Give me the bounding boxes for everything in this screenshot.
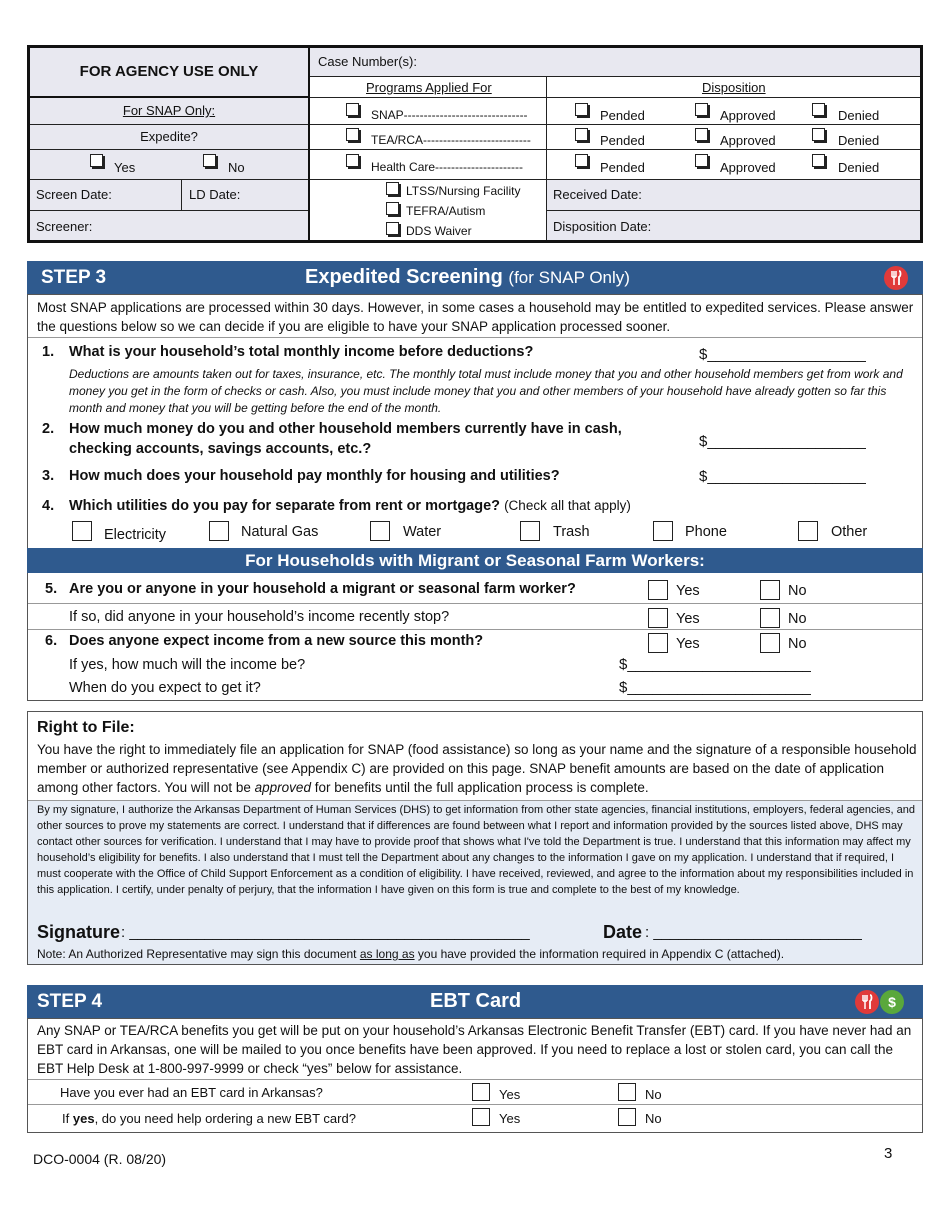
utility-phone-checkbox[interactable] [653, 521, 673, 541]
q5-yes-label: Yes [676, 583, 700, 599]
migrant-header [27, 548, 923, 573]
q6-text: Does anyone expect income from a new source this month? [69, 633, 484, 649]
ebt-q1-no-label: No [645, 1087, 662, 1102]
tefra-label: TEFRA/Autism [406, 204, 486, 218]
q1-note: Deductions are amounts taken out for taxes, insurance, etc. The monthly total must include money that you and other household members get from work and money you get in the form of checks or cash. Also, you must include money that you and other members of your household have already gotten so far this month and money that you will be getting before the end of the month. [69, 367, 903, 415]
fork-knife-icon [884, 266, 908, 290]
q1-number: 1. [42, 344, 55, 360]
utility-trash-checkbox[interactable] [520, 521, 540, 541]
utility-other-label: Other [831, 524, 868, 540]
step4-label: STEP 4 [37, 991, 103, 1012]
ebt-q1-text: Have you ever had an EBT card in Arkansas? [60, 1085, 323, 1100]
authorized-rep-note [37, 947, 784, 961]
q6-number: 6. [45, 633, 58, 649]
snap-pended-checkbox[interactable] [575, 103, 588, 116]
snap-denied-checkbox[interactable] [812, 103, 825, 116]
ltss-checkbox[interactable] [386, 182, 399, 195]
q5-text: Are you or anyone in your household a migrant or seasonal farm worker? [69, 581, 576, 597]
note-text-b: you have provided the information required in Appendix C (attached). [417, 947, 785, 961]
case-number-label: Case Number(s): [318, 54, 417, 69]
ltss-label: LTSS/Nursing Facility [406, 184, 521, 198]
agency-use-box [27, 45, 923, 243]
ld-date-label: LD Date: [189, 187, 241, 202]
q2-text-line1: How much money do you and other household members currently have in cash, [69, 421, 622, 437]
ebt-q2-c: , do you need help ordering a new EBT card? [94, 1111, 356, 1126]
received-date-label: Received Date: [553, 187, 642, 202]
step4-intro: Any SNAP or TEA/RCA benefits you get will be put on your household’s Arkansas Electronic Benefit Transfer (EBT) card. If you have never had an EBT card in Arkansas, one will be mailed to you once benefits have been approved. If you need to replace a lost or stolen card, you can call the EBT Help Desk at 1-800-997-9999 or check “yes” below for assistance. [37, 1023, 912, 1076]
rtf-text-em: approved [254, 780, 311, 795]
q5-no-checkbox[interactable] [760, 580, 780, 600]
ebt-q1-yes-checkbox[interactable] [472, 1083, 490, 1101]
q5b-no-checkbox[interactable] [760, 608, 780, 628]
ebt-q2-a: If [62, 1111, 70, 1126]
q5b-no-label: No [788, 611, 807, 627]
step3-title [305, 266, 630, 289]
expedite-yes-label: Yes [114, 160, 136, 175]
q4-suffix: (Check all that apply) [504, 498, 631, 513]
programs-header: Programs Applied For [366, 80, 492, 95]
q2-amount-field[interactable]: $___________________ [699, 433, 866, 450]
q6a-amount-field[interactable]: $______________________ [619, 656, 811, 673]
q4-question: Which utilities do you pay for separate from rent or mortgage? [69, 498, 501, 514]
program-health-checkbox[interactable] [346, 154, 359, 167]
snap-only-label: For SNAP Only: [122, 103, 216, 118]
q6a-text: If yes, how much will the income be? [69, 657, 306, 673]
dollar-icon: $ [880, 990, 904, 1014]
program-snap-checkbox[interactable] [346, 103, 359, 116]
right-to-file-heading: Right to File: [37, 719, 135, 736]
pended-label: Pended [600, 108, 645, 123]
program-snap-label: SNAP------------------------------- [371, 108, 528, 122]
q6-yes-label: Yes [676, 636, 700, 652]
date-label: Date [603, 922, 643, 942]
certification-text: By my signature, I authorize the Arkansas Department of Human Services (DHS) to get information from other state agencies, financial institutions, employers, federal agencies, and other sources to prove my statements are correct. I understand that if differences are found between what I report and information provided by the sources listed above, DHS may contact other sources for verification. I understand that I may have to provide proof that shows what I've told the Department is true. I understand that this information may affect my household’s eligibility for benefits. I also understand that I must tell the Department about any changes to the information I gave on my application. I understand that if required, I must cooperate with the Office of Child Support Enforcement as a condition of eligibility. I have received, reviewed, and agree to the information about my responsibilities included in this application. I certify, under penalty of perjury, that the information I have given on this form is true and complete to the best of my knowledge. [37, 804, 915, 896]
disposition-header: Disposition [702, 80, 766, 95]
denied-label: Denied [838, 108, 880, 123]
ebt-q2-text [62, 1111, 356, 1126]
rtf-text-b: for benefits until the full application process is complete. [314, 780, 649, 795]
snap-approved-checkbox[interactable] [695, 103, 708, 116]
q6-yes-checkbox[interactable] [648, 633, 668, 653]
q6b-date-field[interactable]: $______________________ [619, 679, 811, 696]
program-health-label: Health Care---------------------- [371, 160, 523, 174]
ebt-q2-yes-checkbox[interactable] [472, 1108, 490, 1126]
note-text-a: Note: An Authorized Representative may sign this document [37, 947, 357, 961]
utility-water-checkbox[interactable] [370, 521, 390, 541]
q5-yes-checkbox[interactable] [648, 580, 668, 600]
q4-text [69, 498, 631, 514]
right-to-file-text [37, 740, 917, 797]
approved-label: Approved [720, 108, 776, 123]
form-id: DCO-0004 (R. 08/20) [33, 1151, 167, 1167]
agency-title: FOR AGENCY USE ONLY [79, 63, 259, 80]
signature-field[interactable]: : ________________________________________________ [121, 924, 530, 941]
disposition-date-label: Disposition Date: [553, 219, 652, 234]
denied-label: Denied [838, 133, 880, 148]
step3-label: STEP 3 [41, 267, 107, 288]
step4-title: EBT Card [430, 990, 522, 1012]
screener-label: Screener: [36, 219, 93, 234]
utility-electricity-checkbox[interactable] [72, 521, 92, 541]
tea-approved-checkbox[interactable] [695, 128, 708, 141]
dds-label: DDS Waiver [406, 224, 472, 238]
utility-phone-label: Phone [685, 524, 727, 540]
page-number: 3 [884, 1145, 893, 1162]
step3-title-text: Expedited Screening [305, 266, 503, 288]
signature-label: Signature [37, 922, 121, 942]
q6-no-checkbox[interactable] [760, 633, 780, 653]
denied-label: Denied [838, 160, 880, 175]
utility-electricity-label: Electricity [104, 527, 167, 543]
health-approved-checkbox[interactable] [695, 154, 708, 167]
q3-amount-field[interactable]: $___________________ [699, 468, 866, 485]
q6-no-label: No [788, 636, 807, 652]
q1-text: What is your household’s total monthly income before deductions? [69, 344, 534, 360]
screen-date-label: Screen Date: [36, 187, 112, 202]
approved-label: Approved [720, 160, 776, 175]
ebt-q2-no-checkbox[interactable] [618, 1108, 636, 1126]
q4-number: 4. [42, 498, 55, 514]
tea-denied-checkbox[interactable] [812, 128, 825, 141]
ebt-q1-no-checkbox[interactable] [618, 1083, 636, 1101]
q2-number: 2. [42, 421, 55, 437]
step4-header [27, 985, 923, 1018]
utility-trash-label: Trash [553, 524, 590, 540]
expedite-no-checkbox[interactable] [203, 154, 216, 167]
utility-water-label: Water [403, 524, 442, 540]
q5-no-label: No [788, 583, 807, 599]
rtf-text-a: You have the right to immediately file an application for SNAP (food assistance) so long as your name and the signature of a responsible household member or authorized representative (see Appendix C) are provided on this page. SNAP benefit amounts are based on the date of application among other factors. You will not be [37, 742, 917, 795]
q5-number: 5. [45, 581, 58, 597]
q5b-text: If so, did anyone in your household’s income recently stop? [69, 609, 450, 625]
health-pended-checkbox[interactable] [575, 154, 588, 167]
step3-intro: Most SNAP applications are processed within 30 days. However, in some cases a household may be entitled to expedited services. Please answer the questions below so we can decide if you are eligible to have your SNAP application processed sooner. [37, 300, 914, 334]
program-tea-checkbox[interactable] [346, 128, 359, 141]
approved-label: Approved [720, 133, 776, 148]
q2-text-line2: checking accounts, savings accounts, etc.? [69, 441, 372, 457]
q5b-yes-label: Yes [676, 611, 700, 627]
dds-checkbox[interactable] [386, 222, 399, 235]
q3-text: How much does your household pay monthly for housing and utilities? [69, 468, 560, 484]
expedite-label: Expedite? [140, 129, 198, 144]
utility-other-checkbox[interactable] [798, 521, 818, 541]
pended-label: Pended [600, 160, 645, 175]
program-tea-label: TEA/RCA--------------------------- [371, 133, 531, 147]
note-text-underlined: as long as [359, 947, 415, 961]
health-denied-checkbox[interactable] [812, 154, 825, 167]
q1-amount-field[interactable]: $___________________ [699, 346, 866, 363]
pended-label: Pended [600, 133, 645, 148]
utility-gas-checkbox[interactable] [209, 521, 229, 541]
date-field[interactable]: : _________________________ [645, 924, 862, 941]
tefra-checkbox[interactable] [386, 202, 399, 215]
step3-header [27, 261, 923, 294]
q6b-text: When do you expect to get it? [69, 680, 261, 696]
tea-pended-checkbox[interactable] [575, 128, 588, 141]
migrant-header-text: For Households with Migrant or Seasonal Farm Workers: [245, 551, 705, 570]
q3-number: 3. [42, 468, 55, 484]
ebt-q2-no-label: No [645, 1111, 662, 1126]
ebt-q2-b: yes [72, 1111, 95, 1126]
step3-title-suffix: (for SNAP Only) [508, 268, 630, 287]
ebt-q1-yes-label: Yes [499, 1087, 521, 1102]
q5b-yes-checkbox[interactable] [648, 608, 668, 628]
ebt-q2-yes-label: Yes [499, 1111, 521, 1126]
expedite-no-label: No [228, 160, 245, 175]
fork-knife-icon [855, 990, 879, 1014]
utility-gas-label: Natural Gas [241, 524, 319, 540]
expedite-yes-checkbox[interactable] [90, 154, 103, 167]
